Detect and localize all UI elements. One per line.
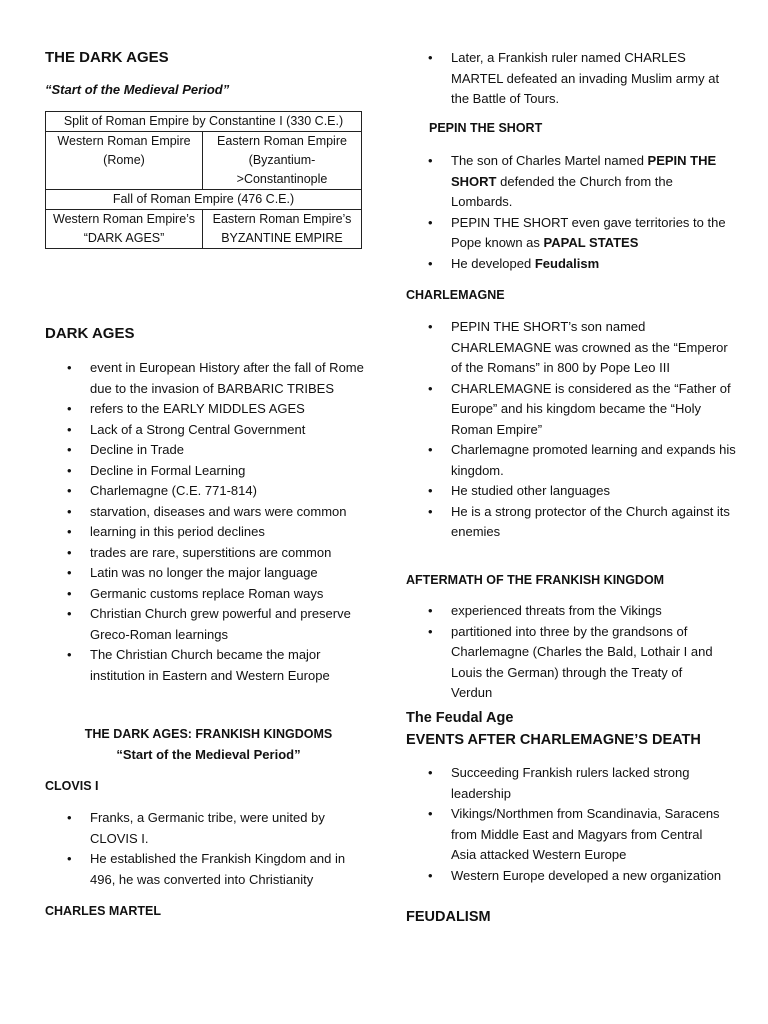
list-item: • The Christian Church became the major institution in Eastern and Western Europe [45,645,365,686]
table-row-fall: Fall of Roman Empire (476 C.E.) [46,190,362,210]
table-cell-west: Western Roman Empire (Rome) [46,132,203,190]
list-item: • Franks, a Germanic tribe, were united by CLOVIS I. [45,808,365,849]
empire-split-table [45,111,362,249]
list-item: • PEPIN THE SHORT even gave territories to the Pope known as PAPAL STATES [406,213,726,254]
list-item: • Charlemagne (C.E. 771-814) [45,481,365,502]
list-item: • Western Europe developed a new organization [406,866,726,887]
martel-heading: CHARLES MARTEL [45,904,161,918]
list-item: • Latin was no longer the major language [45,563,365,584]
charlemagne-heading: CHARLEMAGNE [406,288,505,302]
list-item: • starvation, diseases and wars were common [45,502,365,523]
list-item: • PEPIN THE SHORT’s son named CHARLEMAGNE was crowned as the “Emperor of the Romans” in 800 by Pope Leo III [406,317,736,379]
list-item: • partitioned into three by the grandsons of Charlemagne (Charles the Bald, Lothair I and Louis the German) through the Treaty of Verdun [406,622,726,704]
list-item: • He established the Frankish Kingdom and in 496, he was converted into Christianity [45,849,365,890]
list-item: • Germanic customs replace Roman ways [45,584,365,605]
martel-list [406,48,726,110]
clovis-list [45,808,365,890]
list-item: • He is a strong protector of the Church against its enemies [406,502,736,543]
list-item: • Christian Church grew powerful and preserve Greco-Roman learnings [45,604,365,645]
aftermath-list [406,601,726,704]
page-subtitle: “Start of the Medieval Period” [45,82,230,97]
list-item: • Lack of a Strong Central Government [45,420,365,441]
aftermath-heading: AFTERMATH OF THE FRANKISH KINGDOM [406,573,665,587]
list-item: • learning in this period declines [45,522,365,543]
frankish-heading: THE DARK AGES: FRANKISH KINGDOMS [84,727,333,741]
page-title: THE DARK AGES [45,49,169,66]
list-item: • Decline in Trade [45,440,365,461]
frankish-subtitle: “Start of the Medieval Period” [116,747,301,762]
list-item: • Vikings/Northmen from Scandinavia, Saracens from Middle East and Magyars from Central Asia attacked Western Europe [406,804,726,866]
list-item: • event in European History after the fall of Rome due to the invasion of BARBARIC TRIBES [45,358,365,399]
table-row-split: Split of Roman Empire by Constantine I (330 C.E.) [46,112,362,132]
list-item: • The son of Charles Martel named PEPIN THE SHORT defended the Church from the Lombards. [406,151,726,213]
list-item: • Later, a Frankish ruler named CHARLES MARTEL defeated an invading Muslim army at the Battle of Tours. [406,48,726,110]
list-item: • experienced threats from the Vikings [406,601,726,622]
events-list [406,763,726,886]
list-item: • trades are rare, superstitions are common [45,543,365,564]
feudal-age-heading: The Feudal Age [406,710,514,726]
table-cell-byzantine: Eastern Roman Empire’s BYZANTINE EMPIRE [203,210,362,249]
table-cell-dark-ages: Western Roman Empire’s “DARK AGES” [46,210,203,249]
list-item: • He developed Feudalism [406,254,726,275]
clovis-heading: CLOVIS I [45,779,99,793]
feudalism-heading: FEUDALISM [406,909,491,925]
pepin-heading: PEPIN THE SHORT [429,121,543,135]
dark-ages-list [45,358,365,686]
list-item: • Charlemagne promoted learning and expands his kingdom. [406,440,736,481]
list-item: • refers to the EARLY MIDDLES AGES [45,399,365,420]
events-heading: EVENTS AFTER CHARLEMAGNE’S DEATH [406,732,701,748]
list-item: • He studied other languages [406,481,736,502]
dark-ages-heading: DARK AGES [45,325,135,342]
table-cell-east: Eastern Roman Empire (Byzantium->Constantinople [203,132,362,190]
list-item: • Decline in Formal Learning [45,461,365,482]
list-item: • Succeeding Frankish rulers lacked strong leadership [406,763,726,804]
list-item: • CHARLEMAGNE is considered as the “Father of Europe” and his kingdom became the “Holy Roman Empire” [406,379,736,441]
pepin-list [406,151,726,274]
charlemagne-list [406,317,736,543]
